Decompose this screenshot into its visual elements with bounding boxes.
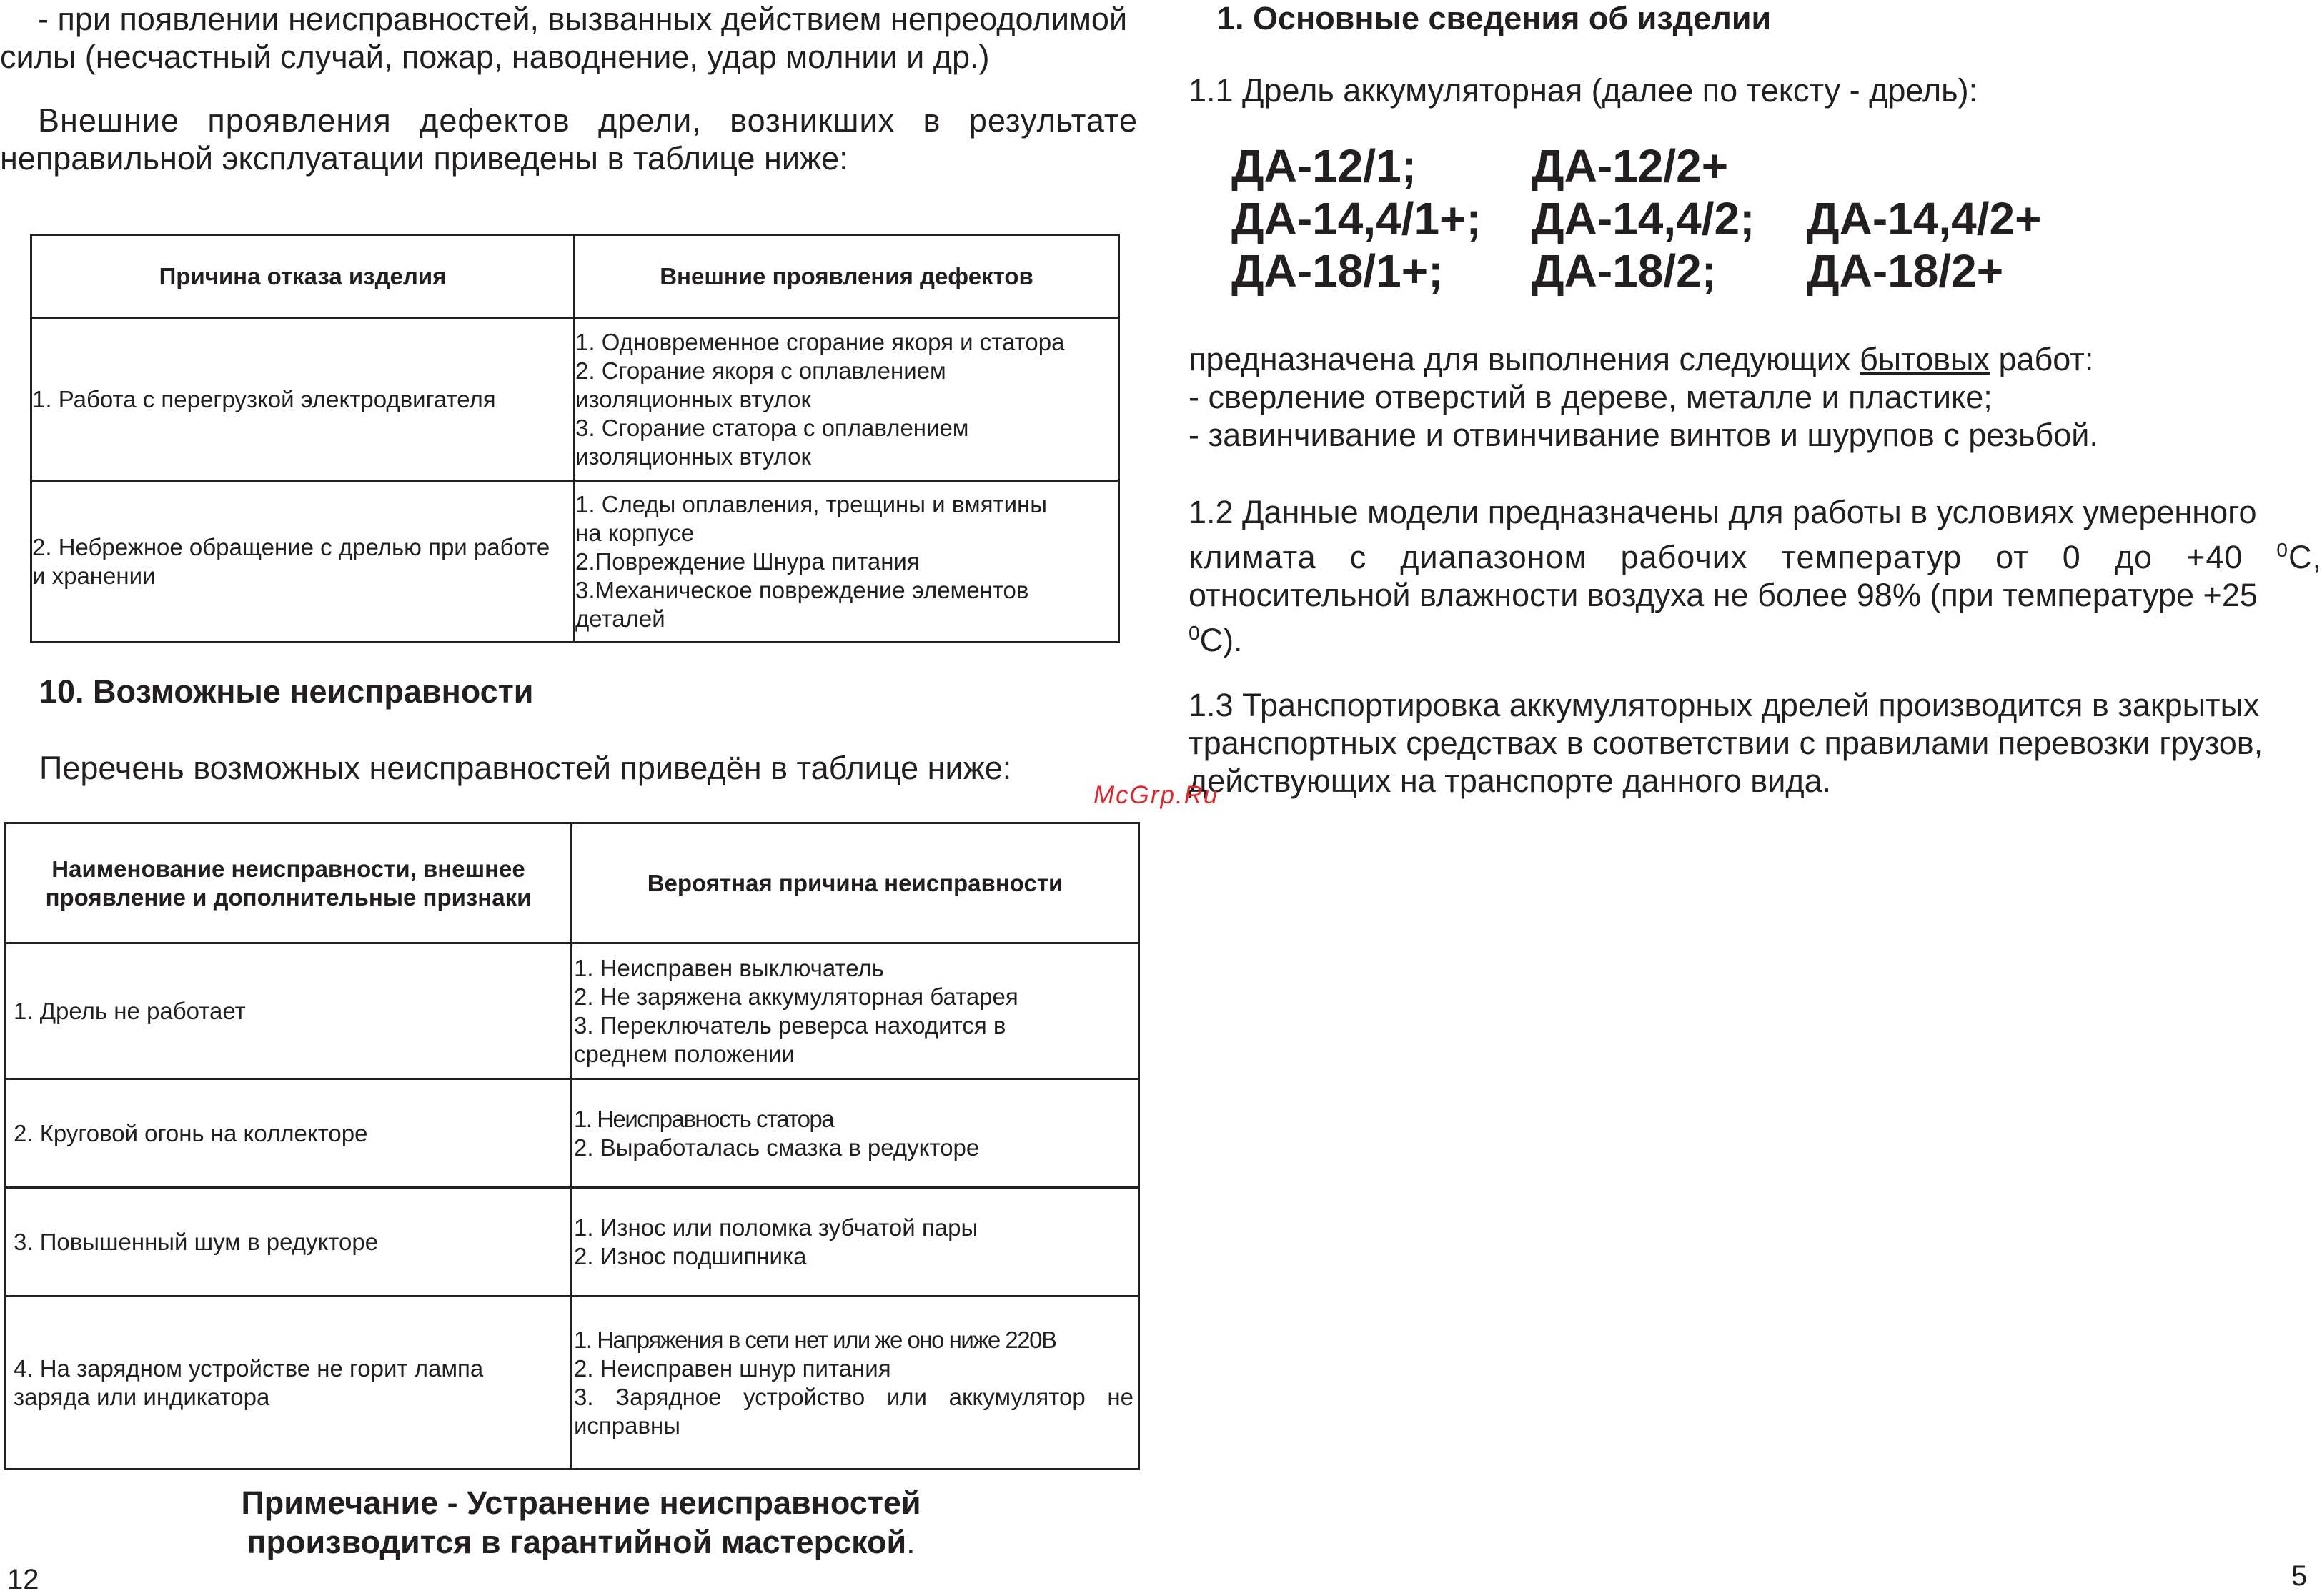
table-row [31,318,1119,481]
cause-line: 3. Переключатель реверса находится в [574,1011,1006,1039]
left-page-number: 12 [7,1564,39,1595]
right-page-number: 5 [2291,1560,2308,1592]
model-item: ДА-12/2+ [1532,140,1729,192]
defects-header-cause: Причина отказа изделия [31,235,575,318]
repair-note [0,1483,1162,1562]
external-defects-paragraph [0,101,1138,177]
intro-paragraph [0,0,1138,76]
model-item: ДА-18/1+; [1231,245,1444,297]
defects-table [30,234,1120,643]
table-row [6,1079,1139,1188]
effect-line: изоляционных втулок [575,442,811,470]
p1-2-line-4 [1189,614,2322,659]
cause-line: среднем положении [574,1040,795,1067]
purpose-paragraph [1189,340,2322,454]
model-item: ДА-14,4/2; [1532,193,1755,244]
table-row [6,943,1139,1079]
p1-2-line-2 [1189,531,2322,576]
cause-line: 2. Выработалась смазка в редукторе [574,1134,980,1161]
defect-cause: 1. Работа с перегрузкой электродвигателя [31,318,575,481]
note-period: . [906,1524,916,1560]
purpose-item: - завинчивание и отвинчивание винтов и шурупов с резьбой. [1189,417,2098,453]
faults-header-fault: Наименование неисправности, внешнее проявление и дополнительные признаки [6,823,572,943]
effect-line: на корпусе [575,519,695,546]
effect-line: 3.Механическое повреждение элементов [575,576,1029,603]
paragraph-1-1: 1.1 Дрель аккумуляторная (далее по тексту - дрель): [1189,72,1978,109]
fault-causes [572,1297,1139,1469]
purpose-line [1189,340,2322,378]
effect-line: деталей [575,605,665,632]
p1-2-line-2-text: климата с диапазоном рабочих температур от 0 до +40 [1189,539,2243,575]
table-row [31,481,1119,643]
intro-line-2: силы (несчастный случай, пожар, наводнение, удар молнии и др.) [0,39,990,75]
p1-3-line-1: 1.3 Транспортировка аккумуляторных дрелей производится в закрытых [1189,687,2260,723]
section-10-title: 10. Возможные неисправности [39,673,534,710]
cause-line: 2. Неисправен шнур питания [574,1354,891,1382]
defect-effects [575,481,1119,643]
purpose-underlined: бытовых [1859,341,1990,377]
external-line-1: Внешние проявления дефектов дрели, возникших в результате [38,102,1138,139]
p1-2-line-4-text: С). [1199,622,1243,658]
p1-3-line-3: действующих на транспорте данного вида. [1189,763,1832,799]
cause-line: 1. Неисправен выключатель [574,954,884,981]
cause-line: исправны [574,1412,680,1439]
section-1-title: 1. Основные сведения об изделии [1217,0,1772,36]
model-item: ДА-18/2; [1532,245,1717,297]
cause-line: 2. Износ подшипника [574,1242,807,1269]
watermark: McGrp.Ru [1093,781,1219,809]
cause-line: 1. Неисправность статора [574,1105,834,1132]
model-item: ДА-18/2+ [1807,245,2004,297]
p1-2-line-2-end: С, [2288,539,2322,575]
paragraph-1-3 [1189,686,2322,800]
effect-line: 1. Следы оплавления, трещины и вмятины [575,490,1047,517]
purpose-prefix: предназначена для выполнения следующих [1189,341,1860,377]
external-line-2: неправильной эксплуатации приведены в таблице ниже: [0,140,848,177]
purpose-suffix: работ: [1989,341,2094,377]
purpose-item: - сверление отверстий в дереве, металле и пластике; [1189,379,1993,415]
note-line-2 [0,1522,1162,1562]
defect-cause: 2. Небрежное обращение с дрелью при работе и хранении [31,481,575,643]
effect-line: изоляционных втулок [575,385,811,412]
defect-effects [575,318,1119,481]
note-line-1: Примечание - Устранение неисправностей [241,1485,921,1521]
model-item: ДА-14,4/2+ [1807,193,2042,244]
fault-description: 4. На зарядном устройстве не горит лампа заряда или индикатора [6,1297,572,1469]
effect-line: 2.Повреждение Шнура питания [575,547,920,575]
degree-sup: 0 [2276,539,2288,561]
p1-2-degree-group [2276,539,2322,575]
cause-line: 1. Износ или поломка зубчатой пары [574,1214,978,1241]
defects-header-effects: Внешние проявления дефектов [575,235,1119,318]
p1-2-line-3: относительной влажности воздуха не более 98% (при температуре +25 [1189,577,2258,613]
cause-line: 1. Напряжения в сети нет или же оно ниже 220В [574,1326,1056,1353]
fault-description: 2. Круговой огонь на коллекторе [6,1079,572,1188]
fault-description: 3. Повышенный шум в редукторе [6,1188,572,1297]
effect-line: 3. Сгорание статора с оплавлением [575,414,969,441]
p1-2-line-1: 1.2 Данные модели предназначены для работы в условиях умеренного [1189,494,2257,530]
fault-description: 1. Дрель не работает [6,943,572,1079]
effect-line: 1. Одновременное сгорание якоря и статора [575,328,1065,355]
degree-sup: 0 [1189,622,1200,644]
section-10-intro: Перечень возможных неисправностей приведён в таблице ниже: [39,750,1012,786]
table-row [6,1297,1139,1469]
effect-line: 2. Сгорание якоря с оплавлением [575,357,946,384]
cause-line: 3. Зарядное устройство или аккумулятор не [574,1383,1133,1410]
fault-causes [572,1079,1139,1188]
model-item: ДА-14,4/1+; [1231,193,1482,244]
fault-causes [572,1188,1139,1297]
model-item: ДА-12/1; [1231,140,1416,192]
faults-header-cause: Вероятная причина неисправности [572,823,1139,943]
cause-line: 2. Не заряжена аккумуляторная батарея [574,983,1018,1010]
table-row [6,1188,1139,1297]
fault-causes [572,943,1139,1079]
intro-line-1: - при появлении неисправностей, вызванных действием непреодолимой [38,1,1128,37]
p1-3-line-2: транспортных средствах в соответствии с правилами перевозки грузов, [1189,725,2263,761]
note-line-2-text: производится в гарантийной мастерской [247,1524,907,1560]
paragraph-1-2 [1189,493,2322,659]
faults-table [4,822,1140,1470]
